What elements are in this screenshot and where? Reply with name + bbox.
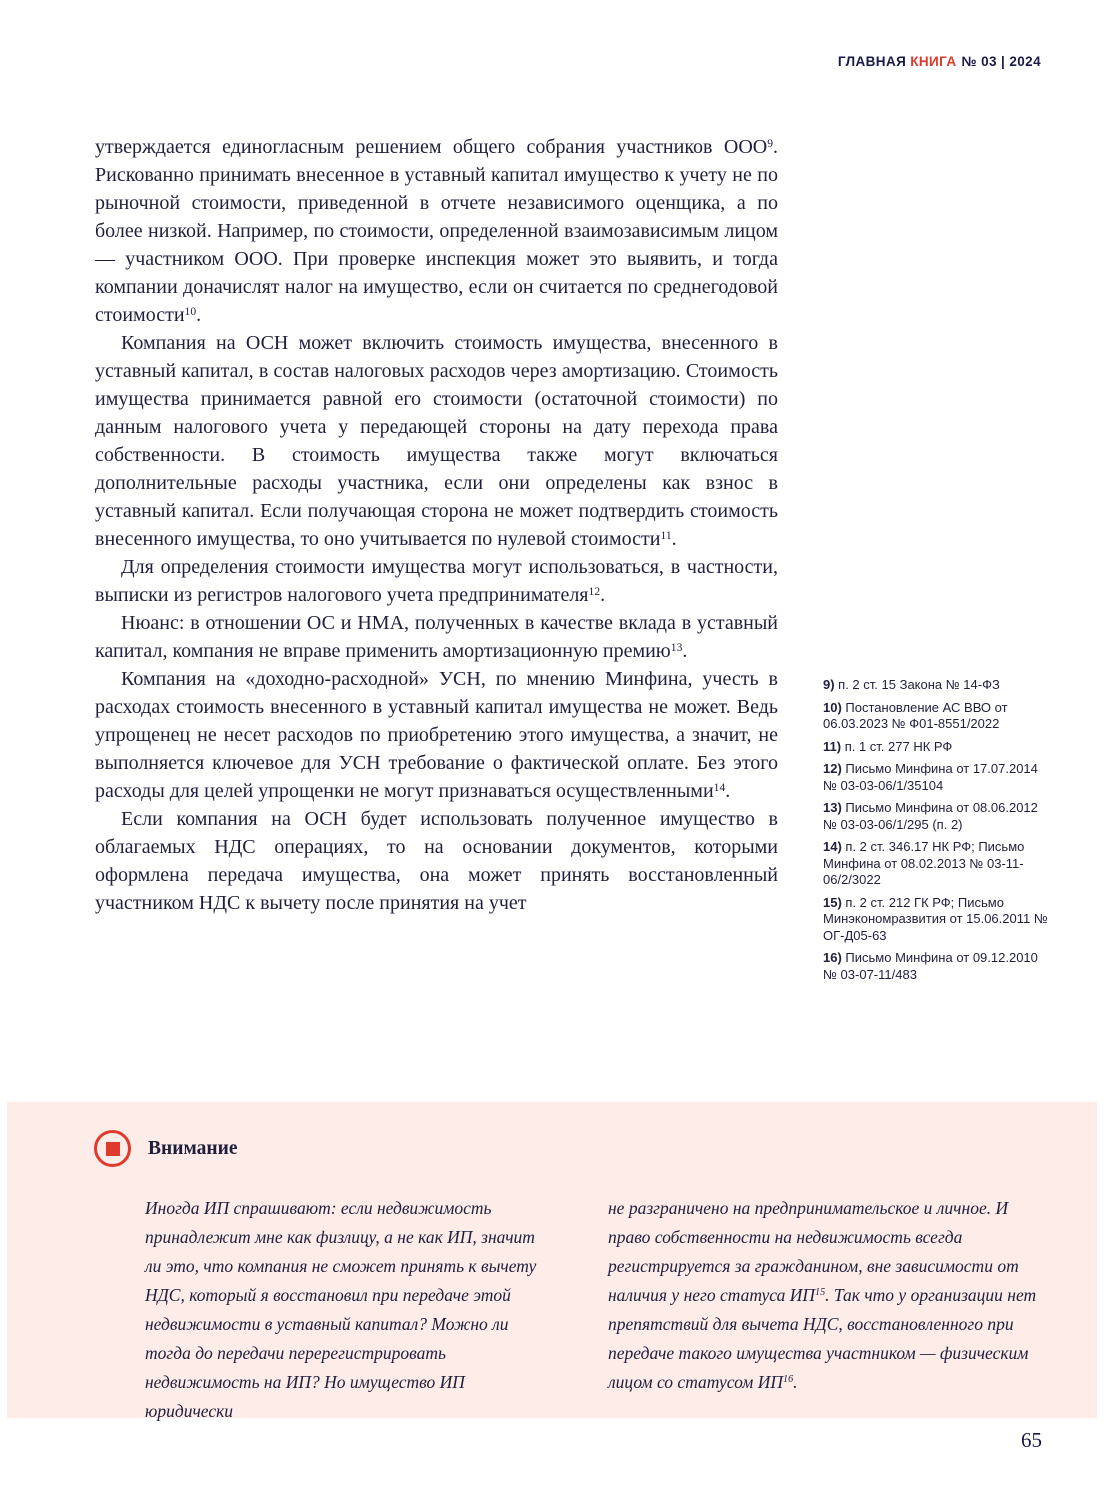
text-run: Иногда ИП спрашивают: если недвижимость принадлежит мне как физлицу, а не как ИП, значит ли это, что компания не сможет принять к вычету НДС, который я восстановил при передаче этой недвижимости в уставный капитал? Можно ли тогда до передачи перерегистрировать недвижимость на ИП? Но имущество ИП юридически [145, 1198, 537, 1421]
brand-kniga: КНИГА [910, 54, 957, 69]
footnote-text: Письмо Минфина от 17.07.2014 № 03-03-06/1/35104 [823, 761, 1038, 793]
page-number: 65 [1021, 1428, 1042, 1452]
attention-header [94, 1130, 238, 1167]
footnote-item [823, 739, 1051, 756]
footnote-text: п. 1 ст. 277 НК РФ [844, 738, 953, 754]
footnote-number: 11) [823, 738, 845, 754]
attention-col-left [145, 1194, 539, 1426]
text-run: . [671, 528, 677, 550]
paragraph [95, 665, 778, 805]
footnote-item [823, 800, 1051, 833]
text-run: Для определения стоимости имущества могут использоваться, в частности, выписки из регистров налогового учета предпринимателя [95, 556, 778, 606]
footnote-ref: 14 [713, 780, 726, 794]
footnote-item [823, 839, 1051, 889]
footnote-number: 14) [823, 839, 846, 854]
footnote-ref: 10 [184, 304, 197, 318]
paragraph [95, 609, 778, 665]
footnote-number: 12) [823, 761, 846, 776]
text-run: Компания на «доходно-расходной» УСН, по мнению Минфина, учесть в расходах стоимость внесенного в уставный капитал имущества не может. Ведь упрощенец не несет расходов по приобретению этого имущества, а значит, не выполняется ключевое для УСН требование о фактической оплате. Без этого расходы для целей упрощенки не могут признаваться осуществленными [95, 668, 778, 802]
footnote-number: 9) [823, 677, 839, 692]
paragraph [95, 805, 778, 917]
page-header [838, 54, 1041, 69]
brand-glavnaya: ГЛАВНАЯ [837, 54, 907, 69]
footnote-ref: 11 [660, 528, 672, 542]
attention-icon [94, 1130, 131, 1167]
footnote-text: п. 2 ст. 212 ГК РФ; Письмо Минэкономразвития от 15.06.2011 № ОГ-Д05-63 [823, 894, 1048, 943]
footnote-item [823, 761, 1051, 794]
text-run: Нюанс: в отношении ОС и НМА, полученных в качестве вклада в уставный капитал, компания не вправе применить амортизационную премию [95, 612, 778, 662]
paragraph [95, 133, 778, 329]
paragraph [95, 553, 778, 609]
footnote-number: 16) [823, 950, 846, 965]
text-run: . [600, 584, 606, 606]
text-run: утверждается единогласным решением общего собрания участников ООО [95, 136, 768, 158]
text-run: Компания на ОСН может включить стоимость имущества, внесенного в уставный капитал, в состав налоговых расходов через амортизацию. Стоимость имущества принимается равной его стоимости (остаточной стоимости) по данным налогового учета у передающей стороны на дату перехода права собственности. В стоимость имущества также могут включаться дополнительные расходы участника, если они определены как взнос в уставный капитал. Если получающая сторона не может подтвердить стоимость внесенного имущества, то оно учитывается по нулевой стоимости [95, 332, 778, 550]
footnote-text: Постановление АС ВВО от 06.03.2023 № Ф01-8551/2022 [823, 699, 1008, 731]
body-paragraphs [95, 133, 778, 917]
footnote-text: Письмо Минфина от 09.12.2010 № 03-07-11/483 [823, 950, 1038, 982]
attention-title: Внимание [148, 1137, 238, 1159]
text-run: . Рискованно принимать внесенное в уставный капитал имущество к учету не по рыночной стоимости, приведенной в отчете независимого оценщика, а по более низкой. Например, по стоимости, определенной взаимозависимым лицом — участником ООО. При проверке инспекция может это выявить, и тогда компании доначислят налог на имущество, если он считается по среднегодовой стоимости [95, 136, 778, 326]
footnote-item [823, 677, 1051, 694]
footnote-number: 15) [823, 894, 846, 910]
footnote-ref: 16 [783, 1374, 794, 1386]
attention-box [7, 1102, 1097, 1421]
footnote-text: п. 2 ст. 346.17 НК РФ; Письмо Минфина от 08.02.2013 № 03-11-06/2/3022 [823, 839, 1025, 887]
footnote-ref: 15 [815, 1287, 826, 1299]
footnote-ref: 9 [767, 136, 773, 150]
footnote-text: п. 2 ст. 15 Закона № 14-ФЗ [838, 677, 1000, 692]
footnote-ref: 13 [670, 640, 683, 654]
text-run: не разграничено на предпринимательское и личное. И право собственности на недвижимость всегда регистрируется за гражданином, вне зависимости от наличия у него статуса ИП [608, 1198, 1019, 1305]
footnote-ref: 12 [588, 584, 601, 598]
footnote-number: 13) [823, 800, 846, 815]
text-run: . [793, 1372, 798, 1392]
footnote-list [823, 677, 1051, 989]
footnote-item [823, 895, 1051, 945]
text-run: . [725, 780, 731, 802]
attention-icon-square [106, 1142, 120, 1156]
text-run: . [196, 304, 202, 326]
text-run: . Так что у организации нет препятствий для вычета НДС, восстановленного при передаче такого имущества участником — физическим лицом со статусом ИП [608, 1285, 1037, 1392]
footnote-number: 10) [823, 699, 846, 715]
attention-col-right [608, 1194, 1046, 1397]
issue-number: № 03 | 2024 [961, 54, 1041, 69]
footnote-item [823, 700, 1051, 733]
footnote-item [823, 950, 1051, 983]
footnote-text: Письмо Минфина от 08.06.2012 № 03-03-06/1/295 (п. 2) [823, 800, 1038, 832]
text-run: . [682, 640, 688, 662]
text-run: Если компания на ОСН будет использовать полученное имущество в облагаемых НДС операциях, то на основании документов, которыми оформлена передача имущества, она может принять восстановленный участником НДС к вычету после принятия на учет [95, 808, 778, 914]
paragraph [95, 329, 778, 553]
